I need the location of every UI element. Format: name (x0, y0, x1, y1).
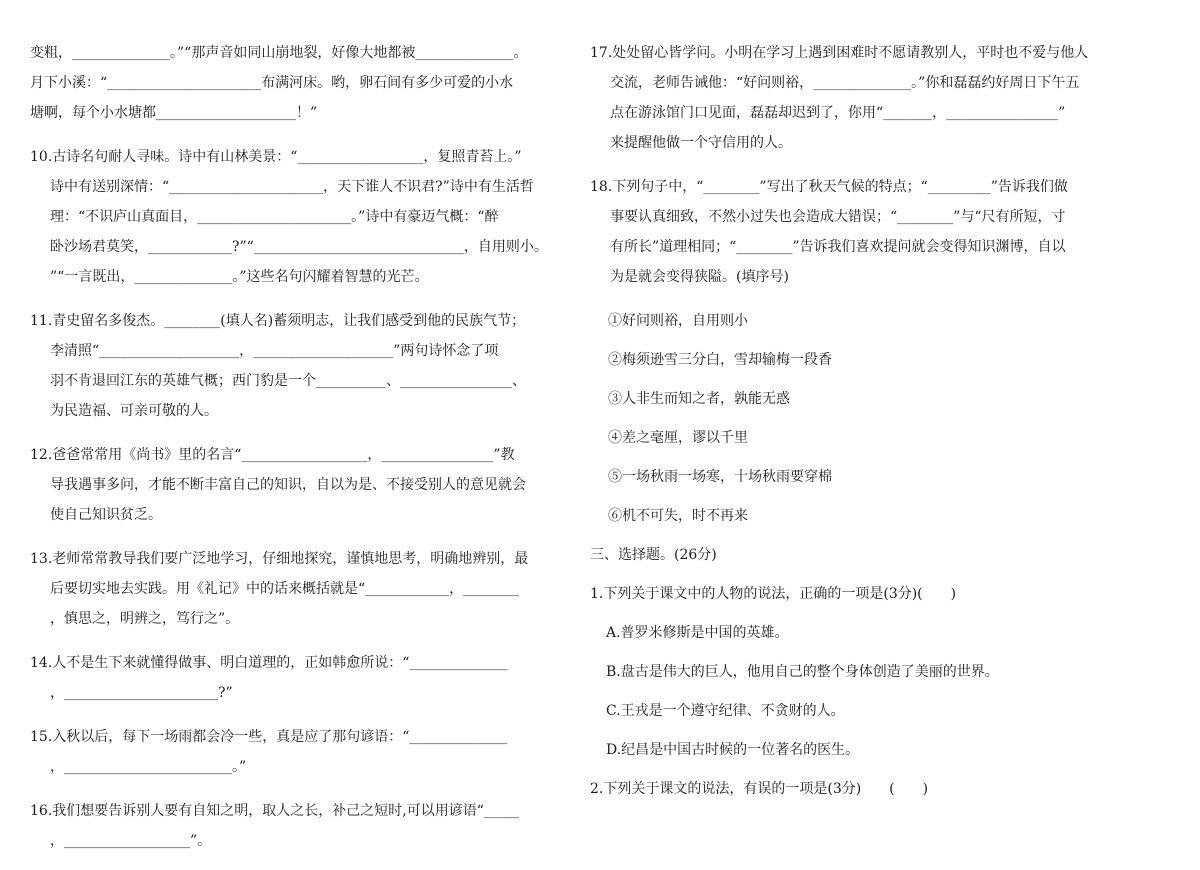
q17-line-3: 点在游泳馆门口见面，磊磊却迟到了，你用“_______，________________” (610, 105, 1066, 121)
choice-d: D.纪昌是中国古时候的一位著名的医生。 (606, 742, 860, 758)
q14-line-2: ，______________________?” (50, 685, 233, 701)
q10-line-5: ”“一言既出，______________。”这些名句闪耀着智慧的光芒。 (50, 269, 429, 285)
q11-line-4: 为民造福、可亲可敬的人。 (50, 403, 218, 419)
question-18 (590, 172, 1138, 292)
q9-line-2: 月下小溪：“______________________布满河床。哟，卵石间有多少可爱的小水 (30, 75, 514, 91)
q13-line-2: 后要切实地去实践。用《礼记》中的话来概括就是“____________，________ (50, 581, 520, 597)
q14-line-1: 14.人不是生下来就懂得做事、明白道理的，正如韩愈所说：“______________ (30, 655, 508, 671)
question-14 (30, 648, 575, 708)
choice-question-1-stem: 1.下列关于课文中的人物的说法，正确的一项是(3分)( ) (590, 586, 957, 602)
choice-c: C.王戎是一个遵守纪律、不贪财的人。 (606, 703, 845, 719)
q9-line-1: 变粗，______________。”“那声音如同山崩地裂，好像大地都被______________。 (30, 45, 528, 61)
q15-line-2: ，________________________。” (50, 759, 247, 775)
option-3: ③人非生而知之者，孰能无惑 (608, 391, 790, 407)
choice-question-2-stem: 2.下列关于课文的说法，有误的一项是(3分) ( ) (590, 781, 929, 797)
q12-line-1: 12.爸爸常常用《尚书》里的名言“__________________，________________”教 (30, 447, 515, 463)
question-13 (30, 544, 575, 634)
q16-line-2: ，__________________”。 (50, 833, 212, 849)
right-column (590, 38, 1138, 813)
q12-line-3: 使自己知识贫乏。 (50, 507, 162, 523)
q10-line-2: 诗中有送别深情：“______________________，天下谁人不识君?”诗中有生活哲 (50, 179, 534, 195)
option-6: ⑥机不可失，时不再来 (608, 508, 748, 524)
q13-line-1: 13.老师常常教导我们要广泛地学习，仔细地探究，谨慎地思考，明确地辨别，最 (30, 551, 529, 567)
option-2: ②梅须逊雪三分白，雪却输梅一段香 (608, 352, 832, 368)
q18-line-4: 为是就会变得狭隘。(填序号) (610, 269, 789, 285)
question-15 (30, 722, 575, 782)
q16-line-1: 16.我们想要告诉别人要有自知之明，取人之长，补己之短时,可以用谚语“_____ (30, 803, 519, 819)
q9-line-3: 塘啊，每个小水塘都____________________！” (30, 105, 318, 121)
q11-line-1: 11.青史留名多俊杰。________(填人名)蓄须明志，让我们感受到他的民族气节； (30, 313, 526, 329)
q12-line-2: 导我遇事多问，才能不断丰富自己的知识，自以为是、不接受别人的意见就会 (50, 477, 526, 493)
section-heading: 三、选择题。(26分) (590, 547, 717, 563)
choice-b: B.盘古是伟大的巨人，他用自己的整个身体创造了美丽的世界。 (606, 664, 999, 680)
option-4: ④差之毫厘，谬以千里 (608, 430, 748, 446)
q11-line-2: 李清照“____________________，____________________”两句诗怀念了项 (50, 343, 499, 359)
option-1: ①好问则裕，自用则小 (608, 313, 748, 329)
q10-line-1: 10.古诗名句耐人寻味。诗中有山林美景：“__________________，复照青苔上。” (30, 149, 522, 165)
q17-line-4: 来提醒他做一个守信用的人。 (610, 135, 792, 151)
q13-line-3: ，慎思之，明辨之，笃行之”。 (50, 611, 240, 627)
question-11 (30, 306, 575, 426)
q18-options (590, 306, 1138, 531)
option-5: ⑤一场秋雨一场寒，十场秋雨要穿棉 (608, 469, 832, 485)
q17-line-1: 17.处处留心皆学问。小明在学习上遇到困难时不愿请教别人，平时也不爱与他人 (590, 45, 1089, 61)
left-column (30, 38, 575, 870)
q11-line-3: 羽不肯退回江东的英雄气概；西门豹是一个__________、________________、 (50, 373, 526, 389)
question-12 (30, 440, 575, 530)
q18-line-3: 有所长”道理相同；“________”告诉我们喜欢提问就会变得知识渊博，自以 (610, 239, 1066, 255)
question-10 (30, 142, 575, 292)
question-17 (590, 38, 1138, 158)
q17-line-2: 交流，老师告诫他：“好问则裕，______________。”你和磊磊约好周日下午五 (610, 75, 1080, 91)
choice-a: A.普罗米修斯是中国的英雄。 (606, 625, 789, 641)
q18-line-1: 18.下列句子中，“________”写出了秋天气候的特点；“_________”告诉我们做 (590, 179, 1068, 195)
question-16 (30, 796, 575, 856)
q18-line-2: 事要认真细致，不然小过失也会造成大错误；“________”与“尺有所短，寸 (610, 209, 1066, 225)
question-9-continuation (30, 38, 575, 128)
q10-line-4: 卧沙场君莫笑，____________?”“______________________________，自用则小。 (50, 239, 548, 255)
q15-line-1: 15.入秋以后，每下一场雨都会冷一些，真是应了那句谚语：“______________ (30, 729, 508, 745)
q10-line-3: 理：“不识庐山真面目，______________________。”诗中有豪迈气概：“醉 (50, 209, 499, 225)
